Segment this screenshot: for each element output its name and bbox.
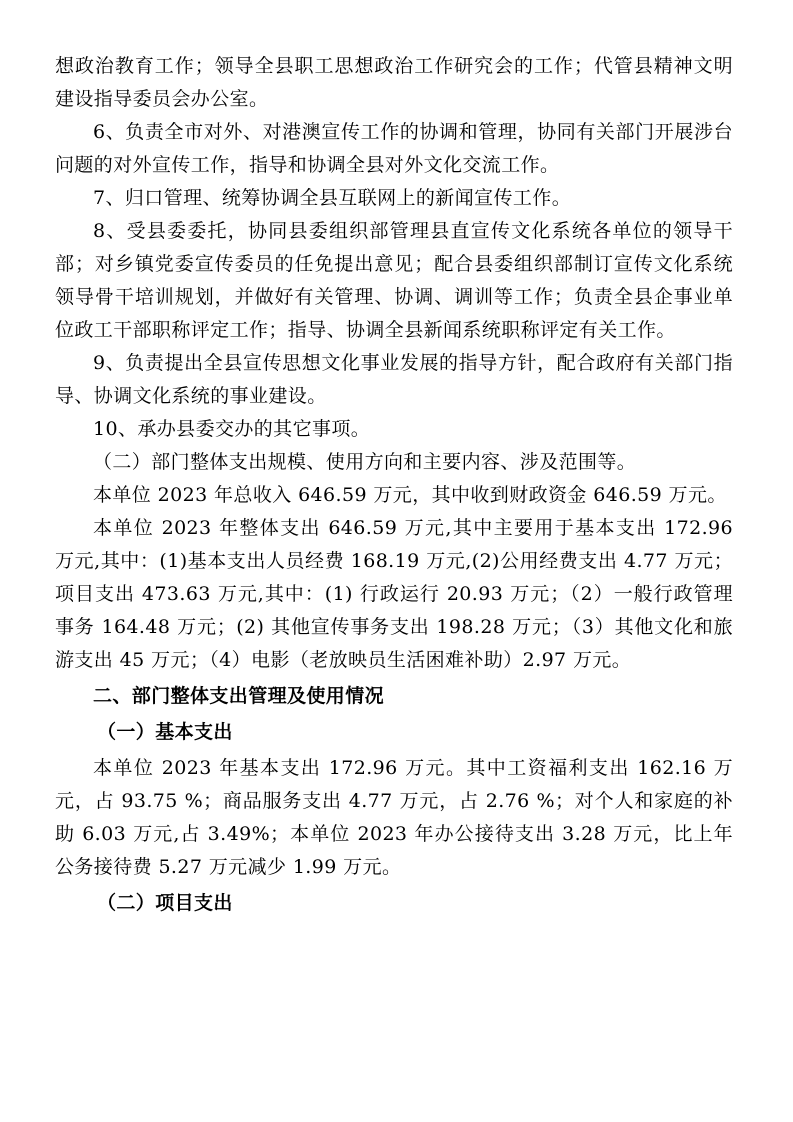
paragraph-item-7: 7、归口管理、统筹协调全县互联网上的新闻宣传工作。 [93,187,572,209]
paragraph-item-6: 6、负责全市对外、对港澳宣传工作的协调和管理，协同有关部门开展涉台问题的对外宣传工作，指导和协调全县对外文化交流工作。 [55,121,733,176]
subsection-heading-basic-expenditure: （一）基本支出 [97,721,233,743]
paragraph-total-expenditure: 本单位 2023 年整体支出 646.59 万元,其中主要用于基本支出 172.96 万元,其中：(1)基本支出人员经费 168.19 万元,(2)公用经费支出 4.77 万元；项目支出 473.63 万元,其中：(1) 行政运行 20.93 万元；（2）一般行政管理事务 164.48 万元；(2) 其他宣传事务支出 198.28 万元；（3）其他文化和旅游支出 45 万元；（4）电影（老放映员生活困难补助）2.97 万元。 [55,517,733,671]
paragraph-item-10: 10、承办县委交办的其它事项。 [93,418,371,440]
paragraph-section-scope: （二）部门整体支出规模、使用方向和主要内容、涉及范围等。 [93,451,637,473]
subsection-heading-project-expenditure: （二）项目支出 [97,892,233,914]
paragraph-item-9: 9、负责提出全县宣传思想文化事业发展的指导方针，配合政府有关部门指导、协调文化系统的事业建设。 [55,352,733,407]
paragraph-total-income: 本单位 2023 年总收入 646.59 万元，其中收到财政资金 646.59 万元。 [93,484,727,506]
paragraph-basic-expenditure: 本单位 2023 年基本支出 172.96 万元。其中工资福利支出 162.16 万元，占 93.75 %；商品服务支出 4.77 万元，占 2.76 %；对个人和家庭的补助 6.03 万元,占 3.49%；本单位 2023 年办公接待支出 3.28 万元，比上年公务接待费 5.27 万元减少 1.99 万元。 [55,757,733,878]
section-heading-expenditure-management: 二、部门整体支出管理及使用情况 [93,685,385,707]
paragraph-item-8: 8、受县委委托，协同县委组织部管理县直宣传文化系统各单位的领导干部；对乡镇党委宣传委员的任免提出意见；配合县委组织部制订宣传文化系统领导骨干培训规划，并做好有关管理、协调、调训等工作；负责全县企事业单位政工干部职称评定工作；指导、协调全县新闻系统职称评定有关工作。 [55,220,733,341]
paragraph-continuation: 想政治教育工作；领导全县职工思想政治工作研究会的工作；代管县精神文明建设指导委员会办公室。 [55,55,733,110]
